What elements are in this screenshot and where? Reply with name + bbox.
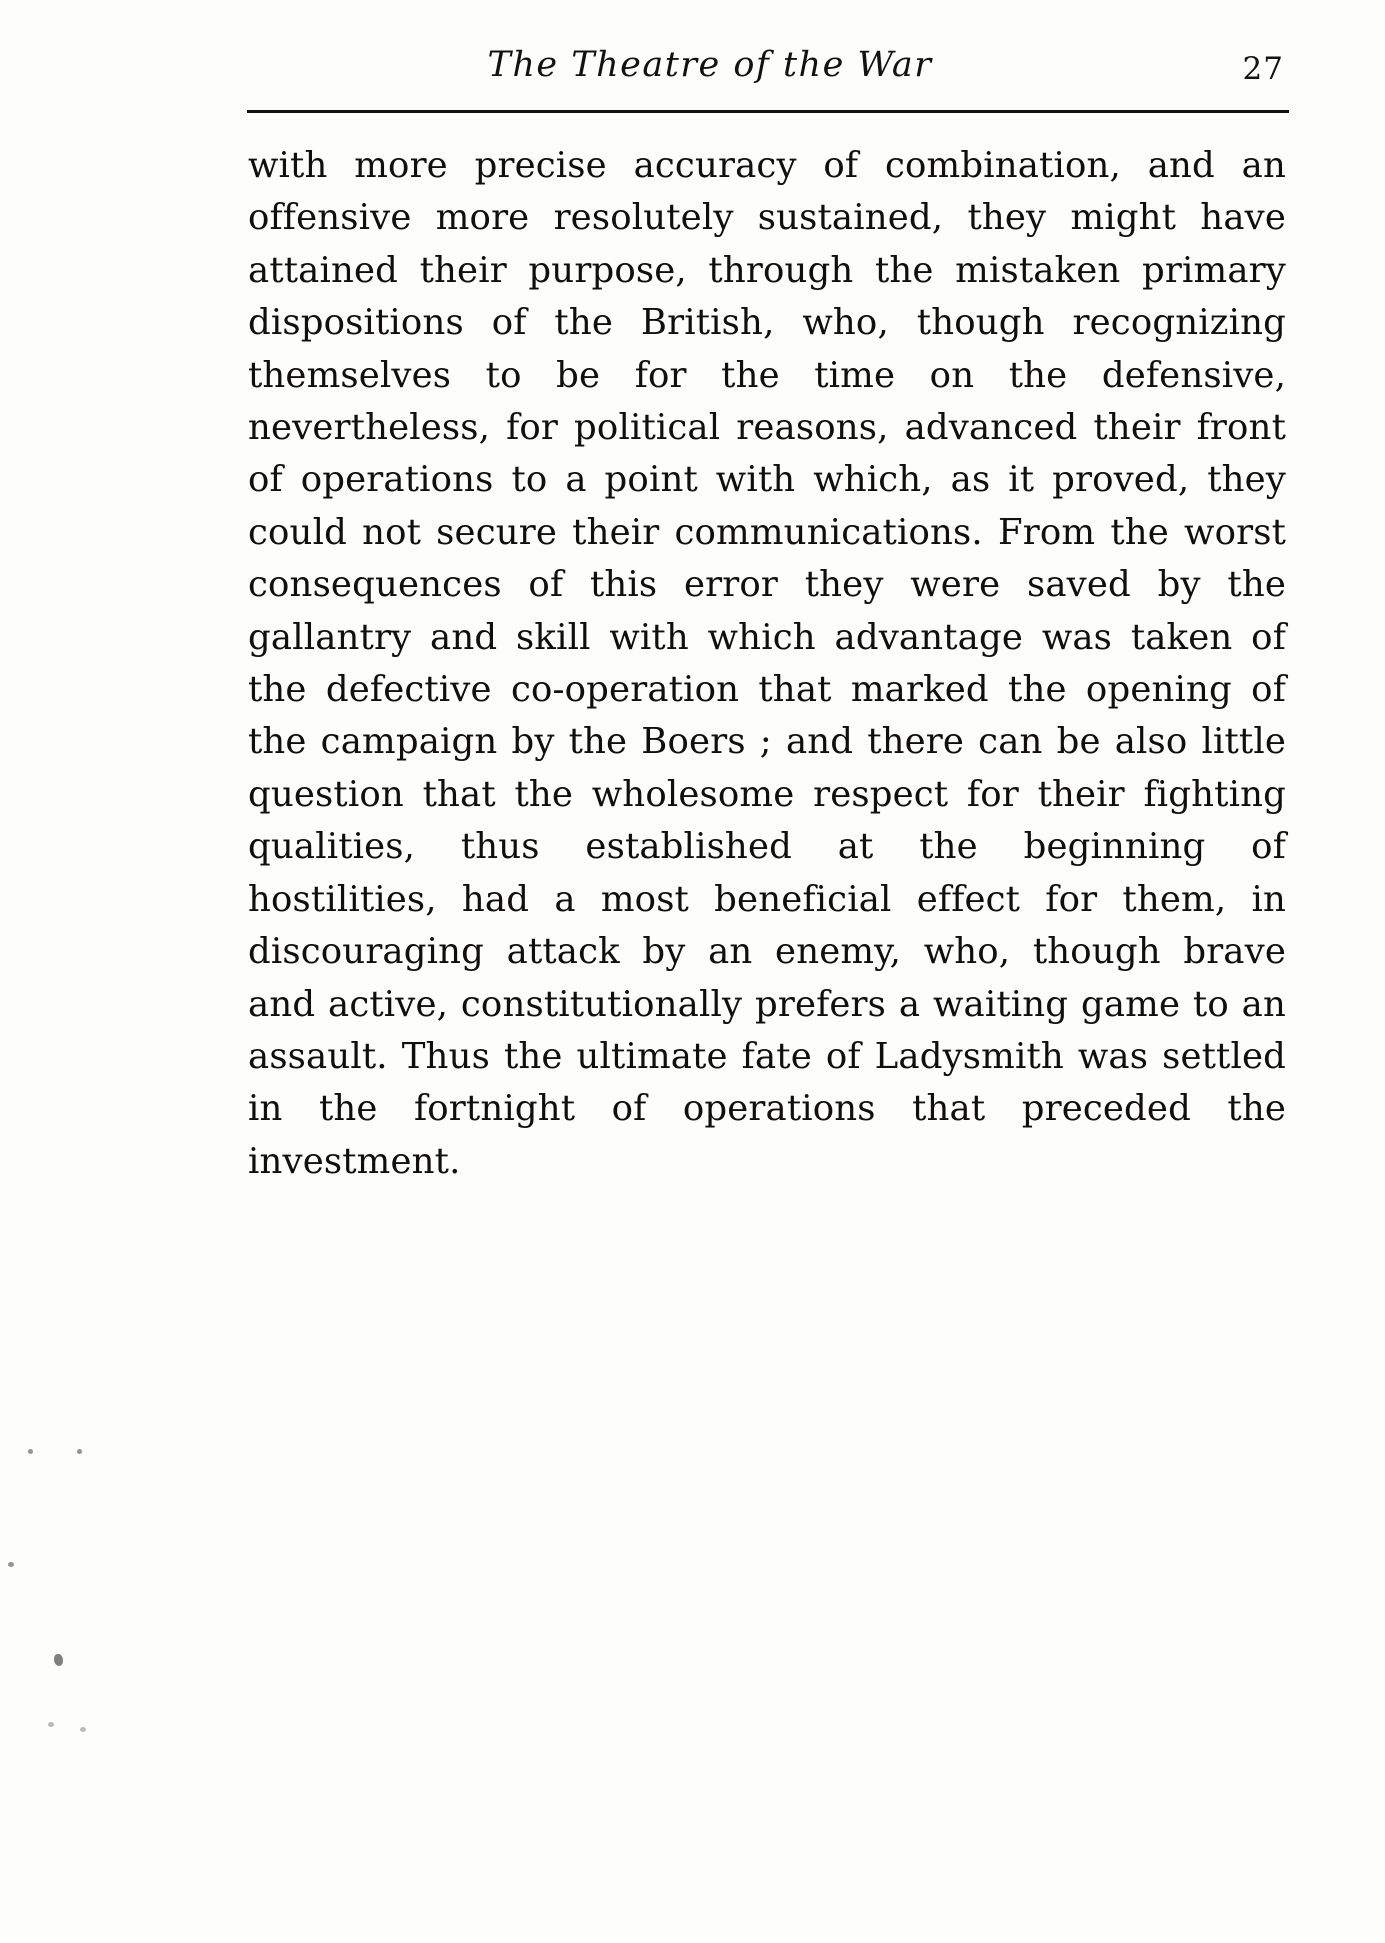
- scan-speck: [80, 1727, 86, 1732]
- scan-speck: [28, 1449, 33, 1454]
- body-paragraph: with more precise accuracy of combination, and an offensive more resolutely sustained, they might have attained their purpose, through the mistaken primary dispositions of the British, who, though recognizing themselves to be for the time on the defensive, nevertheless, for political reasons, advanced their front of operations to a point with which, as it proved, they could not secure their communications. From the worst consequences of this error they were saved by the gallantry and skill with which advantage was taken of the defective co-operation that marked the opening of the campaign by the Boers ; and there can be also little question that the wholesome respect for their fighting qualities, thus established at the beginning of hostilities, had a most beneficial effect for them, in discouraging attack by an enemy, who, though brave and active, constitutionally prefers a waiting game to an assault. Thus the ultimate fate of Ladysmith was settled in the fortnight of operations that preceded the investment.: [248, 145, 1286, 1182]
- page-number: 27: [1242, 51, 1284, 87]
- body-text-column: [248, 140, 1286, 1188]
- scan-speck: [77, 1449, 82, 1454]
- scan-speck: [48, 1722, 54, 1727]
- scan-speck: [54, 1654, 63, 1666]
- running-head-title: The Theatre of the War: [487, 45, 933, 85]
- header-divider: [247, 110, 1289, 113]
- scan-speck: [8, 1562, 14, 1567]
- page-header: [245, 45, 1290, 105]
